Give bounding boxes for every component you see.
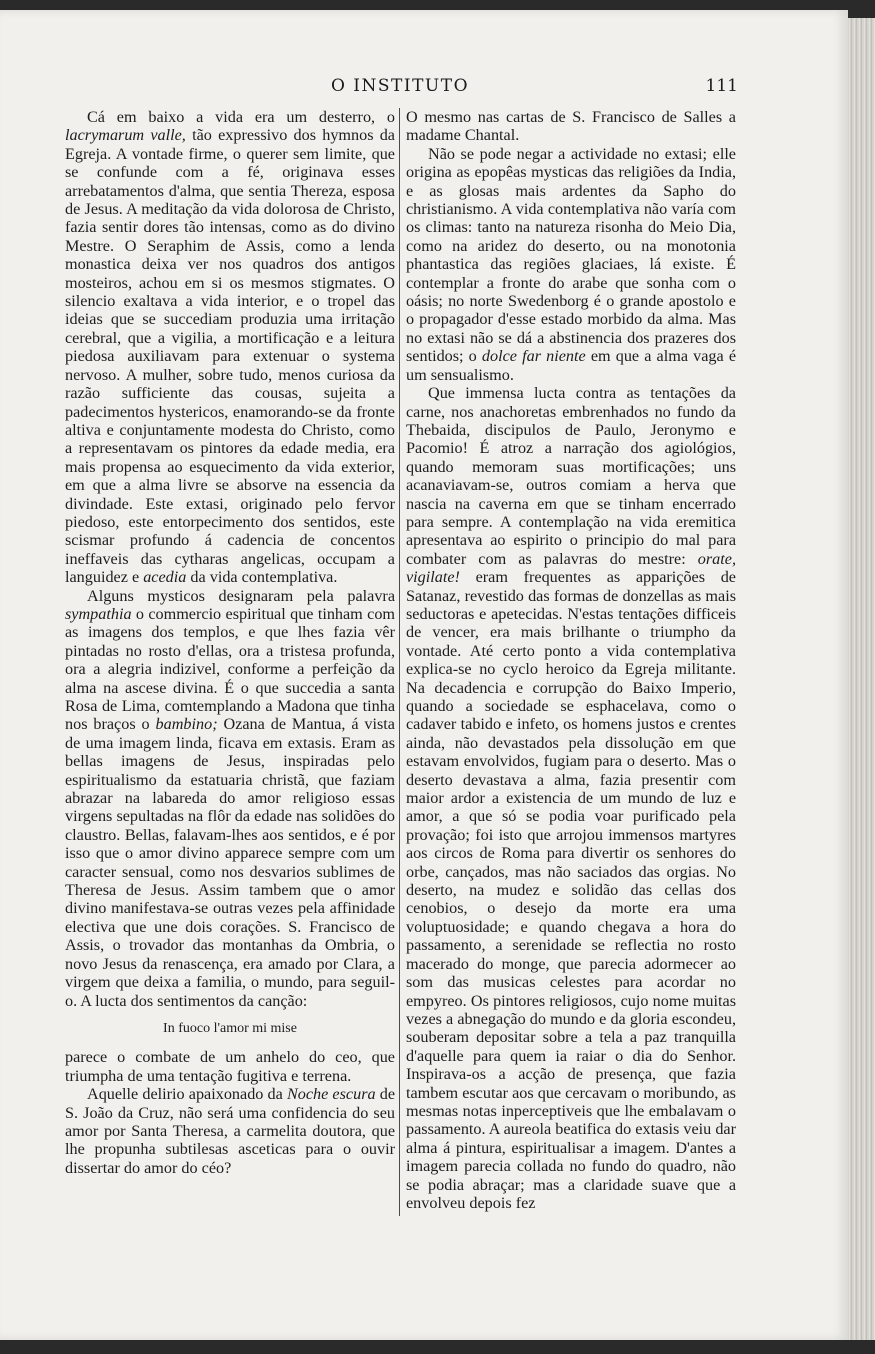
paragraph	[65, 587, 395, 1010]
italic-term: orate, vigilate!	[406, 549, 736, 587]
left-column	[65, 108, 395, 1218]
italic-term: sympathia	[65, 604, 132, 623]
italic-term: acedia	[143, 568, 187, 587]
text-run: Que immensa lucta contra as tentações da carne, nos anachoretas embrenhados no fundo da Thebaida, discipulos de Paulo, Jeronymo e Pacomio! É atroz a narração dos agiológios, quando memoram suas mortificações; uns acanaviavam-se, outros comiam a herva que nascia na caverna em que se tinham encerrado para sempre. A contemplação na vida eremitica apresentava ao espirito o principio do mal para combater com as palavras do mestre:	[406, 384, 736, 568]
paragraph	[406, 384, 736, 1212]
page-edge-stack	[848, 18, 875, 1340]
text-run: Alguns mysticos designaram pela palavra	[87, 586, 395, 605]
page-header	[62, 76, 738, 100]
text-run: tão expressivo dos hymnos da Egreja. A vontade firme, o querer sem limite, que se confunde com a fé, originava esses arrebatamentos d'alma, que sentia Thereza, esposa de Jesus. A meditação da vida dolorosa de Christo, fazia sentir dores tão intensas, como as do divino Mestre. O Seraphim de Assis, como a lenda monastica deixa ver nos quadros dos antigos mosteiros, achou em si os mesmos stigmates. O silencio exaltava a vida interior, e o tropel das ideias que se succediam produzia uma irritação cerebral, que a vigilia, a mortificação e a leitura piedosa auxiliavam para extenuar o systema nervoso. A mulher, sobre tudo, menos curiosa da razão sufficiente das cousas, sujeita a padecimentos hystericos, enamorando-se da fronte altiva e conjuntamente modesta do Christo, como a representavam os pintores da edade media, era mais propensa ao esquecimento da vida exterior, em que a alma livre se absorve na essencia da divindade. Este extasi, originado pelo fervor piedoso, este entorpecimento dos sentidos, este scismar profundo á cadencia de concentos ineffaveis das cytharas angelicas, occupam a languidez e	[65, 126, 395, 587]
text-run: Cá em baixo a vida era um desterro, o	[87, 108, 395, 126]
text-run: da vida contemplativa.	[186, 568, 338, 587]
paragraph: parece o combate de um anhelo do ceo, que triumpha de uma tentação fugitiva e terrena.	[65, 1048, 395, 1085]
text-run: o commercio espiritual que tinham com as imagens dos templos, e que lhes fazia vêr pintadas no rosto d'ellas, ora a tristesa profunda, ora a alegria indizivel, conforme a perfeição da alma na ascese divina. É o que succedia a santa Rosa de Lima, comtemplando a Madona que tinha nos braços o	[65, 604, 395, 734]
paragraph	[65, 1085, 395, 1177]
italic-term: bambino;	[155, 715, 218, 734]
paragraph	[406, 145, 736, 384]
right-column	[406, 108, 736, 1218]
italic-term: dolce far niente	[481, 347, 586, 366]
text-run: Não se pode negar a actividade no extasi; elle origina as epopêas mysticas das religiões da India, e as glosas mais ardentes da Sapho do christianismo. A vida contemplativa não varía com os climas: tanto na natureza risonha do Meio Dia, como na aridez do deserto, ou na monotonia phantastica das regiões glaciaes, lá existe. É contemplar a fronte do arabe que sonha com o oásis; no norte Swedenborg é o grande apostolo e o propagador d'esse estado morbido da alma. Mas no extasi não se dá a abstinencia dos prazeres dos sentidos; o	[406, 144, 736, 366]
text-run: eram frequentes as apparições de Satanaz, revestido das formas de donzellas as mais seductoras e apetecidas. N'estas tentações difficeis de vencer, era mais brilhante o triumpho da vontade. Até certo ponto a vida contemplativa explica-se no cyclo heroico da Egreja militante. Na decadencia e corrupção do Baixo Imperio, quando a sociedade se esphacelava, como o cadaver tabido e infeto, os homens justos e crentes ainda, não devastados pela dissolução em que estavam envolvidos, fugiam para o deserto. Mas o deserto devastava a alma, fazia presentir com maior ardor a existencia de um mundo de luz e amor, a que só se podia voar purificado pela provação; foi isto que arrojou immensos martyres aos circos de Roma para divertir os senhores do orbe, cançados, mas não saciados das orgias. No deserto, na mudez e solidão das cellas dos cenobios, o desejo da morte era uma voluptuosidade; e quando chegava a hora do passamento, a serenidade se reflectia no rosto macerado do monge, que parecia adormecer ao som das musicas celestes para acordar no empyreo. Os pintores religiosos, cujo nome muitas vezes a abnegação do mundo e da gloria escondeu, souberam depositar sobre a tela a paz tranquilla d'aquelle para quem ia raiar o dia do Senhor. Inspirava-os a acção de presença, que fazia tambem escutar aos que cercavam o moribundo, as mesmas notas inperceptiveis que lhe embalavam o passamento. A aureola beatifica do extasis veiu dar alma á pintura, espiritualisar a imagem. D'antes a imagem parecia collada no fundo do quadro, não se podia abraçar; mas a claridade suave que a envolveu depois fez	[406, 568, 736, 1212]
paragraph: O mesmo nas cartas de S. Francisco de Salles a madame Chantal.	[406, 108, 736, 145]
text-run: Aquelle delirio apaixonado da	[87, 1085, 287, 1104]
italic-term: Noche escura	[286, 1085, 376, 1104]
running-title: O INSTITUTO	[330, 76, 470, 96]
page-number: 111	[705, 76, 738, 96]
text-run: Ozana de Mantua, á vista de uma imagem linda, ficava em extasis. Eram as bellas imagens de Jesus, inspiradas pelo espiritualismo da estatuaria christã, que faziam abrazar na labareda do amor religioso essas virgens sepultadas na flôr da edade nas solidões do claustro. Bellas, falavam-lhes aos sentidos, e é por isso que o amor divino apparece sempre com um caracter sensual, como nos desvarios sublimes de Theresa de Jesus. Assim tambem que o amor divino manifestava-se outras vezes pela affinidade electiva que une dois corações. S. Francisco de Assis, o trovador das montanhas da Ombria, o novo Jesus da renascença, era amado por Clara, a virgem que deixa a familia, o mundo, para seguil-o. A lucta dos sentimentos da canção:	[65, 715, 395, 1010]
text-run: de S. João da Cruz, não será uma confidencia do seu amor por Santa Theresa, a carmelita doutora, que lhe propunha subtilesas asceticas para o ouvir dissertar do amor do céo?	[65, 1085, 395, 1177]
italic-term: lacrymarum valle,	[65, 126, 186, 145]
text-run: em que a alma vaga é um sensualismo.	[406, 347, 736, 384]
verse-quote: In fuoco l'amor mi mise	[163, 1020, 297, 1036]
column-divider	[399, 108, 400, 1216]
paragraph	[65, 108, 395, 587]
